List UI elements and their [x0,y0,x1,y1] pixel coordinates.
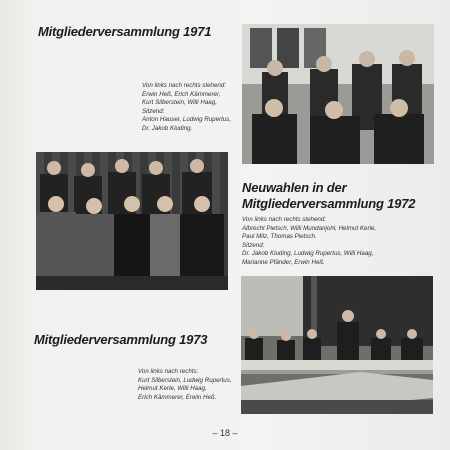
caption-line: Sitzend: [142,107,165,115]
caption-line: Marianne Pfänder, Erwin Heß. [242,258,325,266]
caption-line: Von links nach rechts stehend: [242,216,327,223]
heading-1971: Mitgliederversammlung 1971 [38,24,212,39]
caption-line: Albrecht Pietsch, Willi Mundanjohl, Helmut Kerle, [242,224,377,232]
heading-1972 [242,180,415,212]
caption-line: Sitzend: [242,241,265,249]
photo-1973-meeting [241,276,433,414]
caption-line: Helmut Kerle, Willi Haag, [138,385,207,393]
caption-line: Dr. Jakob Kluding. [142,124,193,132]
photo-1972-group [36,152,228,290]
caption-line: Paul Milz, Thomas Pietsch. [242,233,317,241]
caption-1973 [138,368,232,402]
heading-1973: Mitgliederversammlung 1973 [34,332,208,347]
page-number: – 18 – [212,428,238,438]
caption-line: Kurt Silberstein, Willi Haag, [142,99,217,107]
photo-1971-group [242,24,434,164]
caption-line: Kurt Silberstein, Ludwig Rupertus, [138,376,232,384]
heading-1972-line1: Neuwahlen in der [242,180,347,195]
heading-1972-line2: Mitgliederversammlung 1972 [242,196,416,211]
caption-line: Von links nach rechts stehend: [142,82,227,89]
caption-line: Erwin Heß, Erich Kämmerer, [142,90,221,98]
caption-1972 [242,216,376,268]
caption-1971 [142,82,231,134]
caption-line: Erich Kämmerer, Erwin Heß. [138,393,217,401]
caption-line: Dr. Jakob Kluding, Ludwig Rupertus, Willi Haag, [242,250,374,258]
caption-line: Von links nach rechts: [138,368,199,375]
caption-line: Anton Hauser, Ludwig Rupertus, [142,116,232,124]
